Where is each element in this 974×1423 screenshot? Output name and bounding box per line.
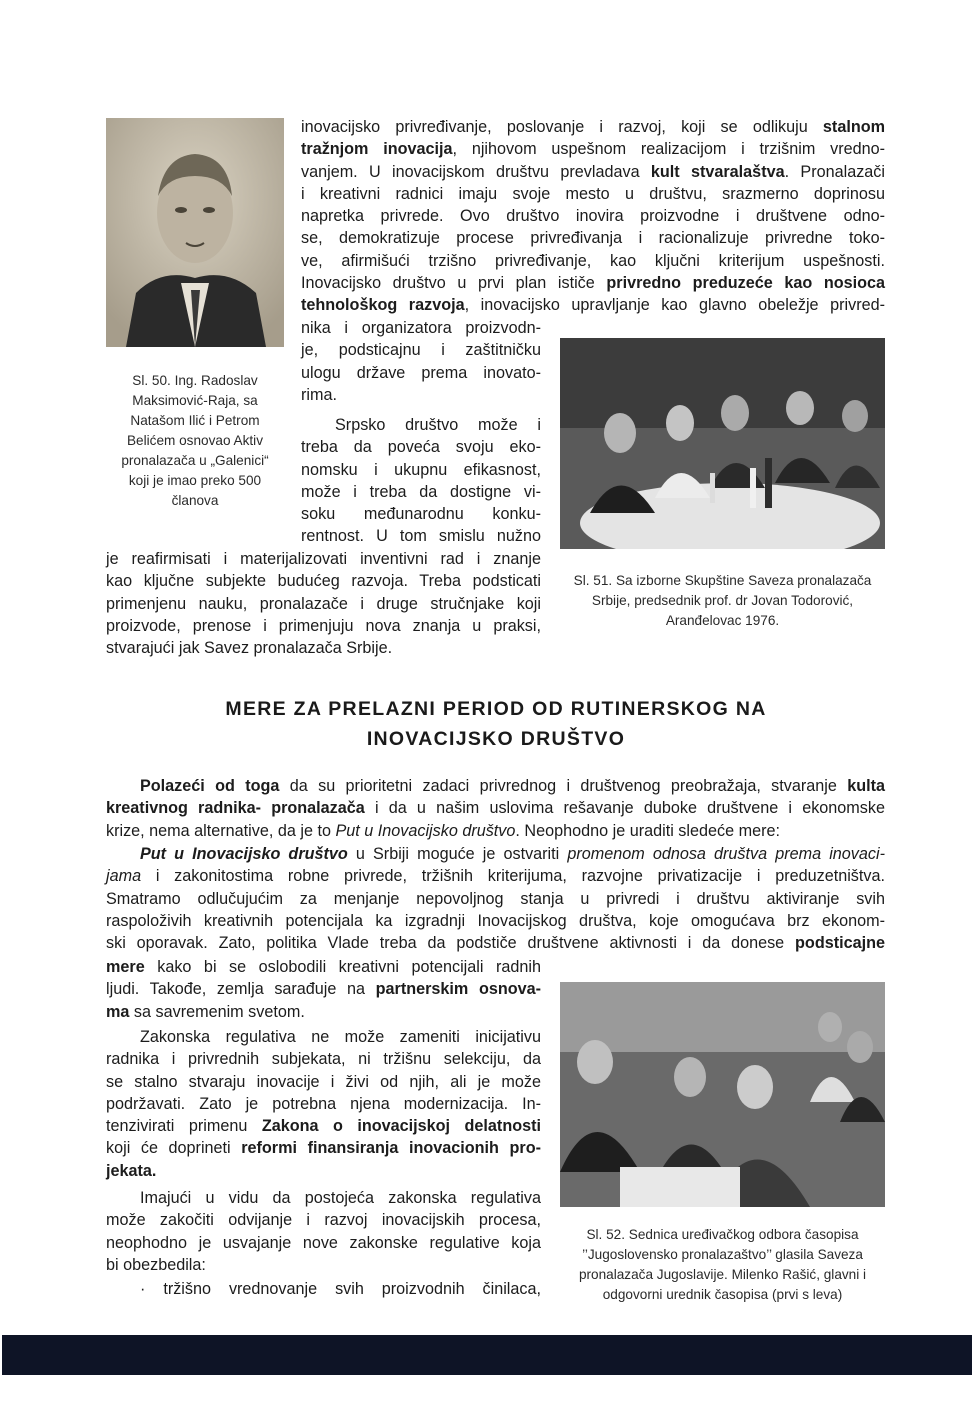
bold-text: privredno preduzeće kao nosioca bbox=[606, 274, 886, 293]
bold-text: kulta bbox=[847, 777, 885, 795]
text-line: nika i organizatora proizvodn- bbox=[301, 319, 541, 337]
caption-line: Natašom Ilić i Petrom bbox=[130, 413, 260, 428]
text-run: podržavati. Zato je potrebna njena modernizacija. In- bbox=[106, 1094, 541, 1113]
text-line bbox=[106, 775, 885, 797]
text-line bbox=[301, 116, 885, 138]
text-line bbox=[106, 797, 885, 819]
italic-text: jama bbox=[106, 867, 142, 886]
text-run: neophodno je usvajanje nove zakonske regulative koja bbox=[106, 1233, 541, 1252]
text-run: krize, nema alternative, da je to bbox=[106, 821, 336, 840]
text-line: rima. bbox=[301, 385, 337, 404]
text-run: . Neophodno je uraditi sledeće mere: bbox=[515, 821, 780, 840]
bullet-item bbox=[140, 1278, 541, 1300]
text-run: i da u našim uslovima rešavanje duboke društvene i ekonomske bbox=[364, 799, 885, 818]
figure-51-photo bbox=[560, 338, 885, 549]
text-run: Zakonska regulativa ne može zameniti inicijativu bbox=[140, 1028, 541, 1046]
text-run: i kreativni radnici imaju svoje mesto u društvu, srazmerno doprinosu bbox=[301, 184, 885, 203]
italic-text: promenom odnosa društva prema inovaci- bbox=[567, 845, 885, 863]
caption-line: Aranđelovac 1976. bbox=[665, 613, 780, 628]
text-run: napretka privrede. Ovo društvo inovira proizvodne i društvene odno- bbox=[301, 207, 885, 226]
text-line: treba da poveća svoju eko- bbox=[301, 438, 541, 457]
text-line: je, podsticajnu i zaštitničku bbox=[301, 341, 541, 360]
text-line bbox=[301, 205, 885, 227]
text-run: u Srbiji moguće je ostvariti bbox=[347, 845, 568, 863]
text-line: Srpsko društvo može i bbox=[335, 416, 541, 434]
text-line bbox=[106, 1137, 541, 1159]
text-line bbox=[106, 1254, 541, 1276]
text-line bbox=[106, 1209, 541, 1231]
text-line bbox=[106, 820, 885, 842]
top-paragraph-full bbox=[301, 116, 885, 317]
bold-text: stalnom bbox=[822, 118, 885, 136]
text-line: stvarajući jak Savez pronalazača Srbije. bbox=[106, 639, 393, 658]
figure-51-caption bbox=[555, 571, 890, 631]
text-line bbox=[301, 227, 885, 249]
text-line bbox=[301, 294, 885, 316]
top-paragraph-narrow-2 bbox=[301, 414, 541, 548]
text-run: kako bi se oslobodili kreativni potencijali radnih bbox=[144, 958, 541, 976]
caption-line: odgovorni urednik časopisa (prvi s leva) bbox=[602, 1287, 843, 1302]
section-paragraph-1 bbox=[106, 775, 885, 842]
text-line: može i treba da dostigne vi- bbox=[301, 482, 541, 501]
text-run: radnika i privrednih subjekata, ni tržišnu selekciju, da bbox=[106, 1050, 541, 1069]
text-line bbox=[301, 161, 885, 183]
text-run: raspoloživih kreativnih potencijala ka izgradnji Inovacijskog društva, koje omogućava brz ekonom- bbox=[106, 911, 885, 930]
text-line: ulogu države prema inovato- bbox=[301, 363, 541, 382]
bold-text: tehnološkog razvoja bbox=[301, 296, 465, 315]
text-line bbox=[106, 1071, 541, 1093]
text-line bbox=[106, 910, 885, 932]
footer-bar bbox=[2, 1335, 972, 1375]
bold-text: kreativnog radnika- pronalazača bbox=[106, 799, 365, 818]
bold-text: ma bbox=[106, 1002, 130, 1021]
section-paragraph-2-narrow bbox=[106, 956, 541, 1023]
caption-line: Sl. 50. Ing. Radoslav bbox=[132, 373, 258, 388]
figure-52-caption bbox=[555, 1225, 890, 1305]
figure-52-photo bbox=[560, 982, 885, 1207]
bold-text: tražnjom inovacija bbox=[301, 140, 453, 159]
text-line bbox=[106, 1232, 541, 1254]
figure-50-caption bbox=[106, 371, 284, 511]
text-line bbox=[106, 1187, 541, 1209]
bold-text: kult stvaralaštva bbox=[650, 162, 785, 181]
text-run: koji će doprineti bbox=[106, 1139, 242, 1158]
text-line bbox=[106, 865, 885, 887]
bold-text: mere bbox=[106, 958, 145, 976]
text-line bbox=[106, 932, 885, 954]
text-run: se stalno stvaraju inovacije i živi od njih, ali je može bbox=[106, 1072, 541, 1091]
bold-text: jekata. bbox=[106, 1161, 157, 1180]
text-line bbox=[106, 978, 541, 1000]
bullet-text: · tržišno vrednovanje svih proizvodnih činilaca, bbox=[140, 1280, 541, 1298]
text-run: da su prioritetni zadaci privrednog i društvenog preobražaja, stvaranje bbox=[279, 777, 848, 795]
text-run: ljudi. Takođe, zemlja sarađuje na bbox=[106, 980, 376, 999]
text-run: inovacijsko privređivanje, poslovanje i razvoj, koji se odlikuju bbox=[301, 118, 823, 136]
bold-text: podsticajne bbox=[795, 934, 885, 953]
bold-text: partnerskim osnova- bbox=[375, 980, 542, 999]
text-run: sa savremenim svetom. bbox=[129, 1002, 305, 1021]
text-line: proizvode, prenose i primenjuju nova znanja u praksi, bbox=[106, 616, 541, 635]
top-paragraph-narrow bbox=[301, 317, 541, 406]
caption-line: Belićem osnovao Aktiv bbox=[126, 433, 263, 448]
caption-line: ’’Jugoslovensko pronalazaštvo’’ glasila Saveza bbox=[582, 1247, 863, 1262]
text-line bbox=[106, 888, 885, 910]
text-line bbox=[106, 1048, 541, 1070]
text-line bbox=[301, 183, 885, 205]
text-line bbox=[106, 1026, 541, 1048]
caption-line: pronalazača Jugoslavije. Milenko Rašić, glavni i bbox=[578, 1267, 867, 1282]
text-run: , inovacijsko upravljanje kao glavno obeležje privred- bbox=[464, 296, 885, 315]
text-run: i zakonitostima robne privrede, tržišnih kriterijuma, razvojne privatizacije i preduzetništva. bbox=[141, 867, 885, 886]
section-paragraph-2 bbox=[106, 843, 885, 954]
section-paragraph-3 bbox=[106, 1026, 541, 1182]
text-line bbox=[106, 1160, 541, 1182]
text-run: Imajući u vidu da postojeća zakonska regulativa bbox=[140, 1189, 541, 1207]
text-run: . Pronalazači bbox=[784, 162, 885, 181]
text-line bbox=[106, 1115, 541, 1137]
text-run: se, demokratizuje procese privređivanja i racionalizuje privredne toko- bbox=[301, 229, 885, 248]
caption-line: koji je imao preko 500 bbox=[128, 473, 262, 488]
caption-line: pronalazača u „Galenici“ bbox=[121, 453, 269, 468]
text-line: primenjenu nauku, pronalazače i druge stručnjake koji bbox=[106, 594, 541, 613]
text-line bbox=[301, 272, 885, 294]
bold-text: Put u Inovacijsko društvo bbox=[140, 845, 348, 863]
text-line bbox=[106, 1093, 541, 1115]
caption-line: Sl. 52. Sednica uređivačkog odbora časopisa bbox=[586, 1227, 859, 1242]
heading-line-2: INOVACIJSKO DRUŠTVO bbox=[366, 728, 626, 750]
text-line: nomsku i ukupnu efikasnost, bbox=[301, 460, 541, 479]
text-run: bi obezbedila: bbox=[106, 1255, 206, 1274]
bold-text: Zakona o inovacijskoj delatnosti bbox=[261, 1117, 541, 1136]
caption-line: članova bbox=[171, 493, 219, 508]
figure-50-photo bbox=[106, 118, 284, 347]
caption-line: Maksimović-Raja, sa bbox=[132, 393, 258, 408]
text-line: soku međunarodnu konku- bbox=[301, 505, 541, 524]
text-run: ski oporavak. Zato, politika Vlade treba da podstiče društvene aktivnosti i da donese bbox=[106, 934, 796, 953]
heading-line-1: MERE ZA PRELAZNI PERIOD OD RUTINERSKOG NA bbox=[225, 698, 767, 720]
caption-line: Srbije, predsednik prof. dr Jovan Todorović, bbox=[591, 593, 854, 608]
text-line: rentnost. U tom smislu nužno bbox=[301, 527, 541, 546]
italic-text: Put u Inovacijsko društvo bbox=[335, 821, 516, 840]
bold-text: Polazeći od toga bbox=[140, 777, 280, 795]
top-paragraph-wide bbox=[106, 548, 541, 659]
text-line bbox=[106, 1001, 541, 1023]
section-heading bbox=[106, 694, 886, 754]
text-run: ve, afirmišući trzišno privređivanje, kao ključni kriterijum uspešnosti. bbox=[301, 251, 885, 270]
text-run: , njihovom uspešnom realizacijom i trzišnim vredno- bbox=[452, 140, 885, 159]
text-run: vanjem. U inovacijskom društvu prevladava bbox=[301, 162, 651, 181]
text-line bbox=[301, 138, 885, 160]
section-paragraph-4 bbox=[106, 1187, 541, 1276]
text-line: kao ključne subjekte budućeg razvoja. Treba podsticati bbox=[106, 572, 541, 591]
text-line bbox=[106, 956, 541, 978]
text-line bbox=[106, 843, 885, 865]
text-run: tenzivirati primenu bbox=[106, 1117, 262, 1136]
text-run: Smatramo odlučujućim za menjanje nepovoljnog stanja u privredi i društvu aktiviranje svih bbox=[106, 889, 885, 908]
caption-line: Sl. 51. Sa izborne Skupštine Saveza pronalazača bbox=[573, 573, 872, 588]
text-line: je reafirmisati i materijalizovati inventivni rad i znanje bbox=[106, 550, 541, 568]
text-line bbox=[301, 250, 885, 272]
text-run: Inovacijsko društvo u prvi plan ističe bbox=[301, 274, 607, 293]
bold-text: reformi finansiranja inovacionih pro- bbox=[241, 1139, 541, 1158]
text-run: može zakočiti odvijanje i razvoj inovacijskih procesa, bbox=[106, 1211, 541, 1230]
